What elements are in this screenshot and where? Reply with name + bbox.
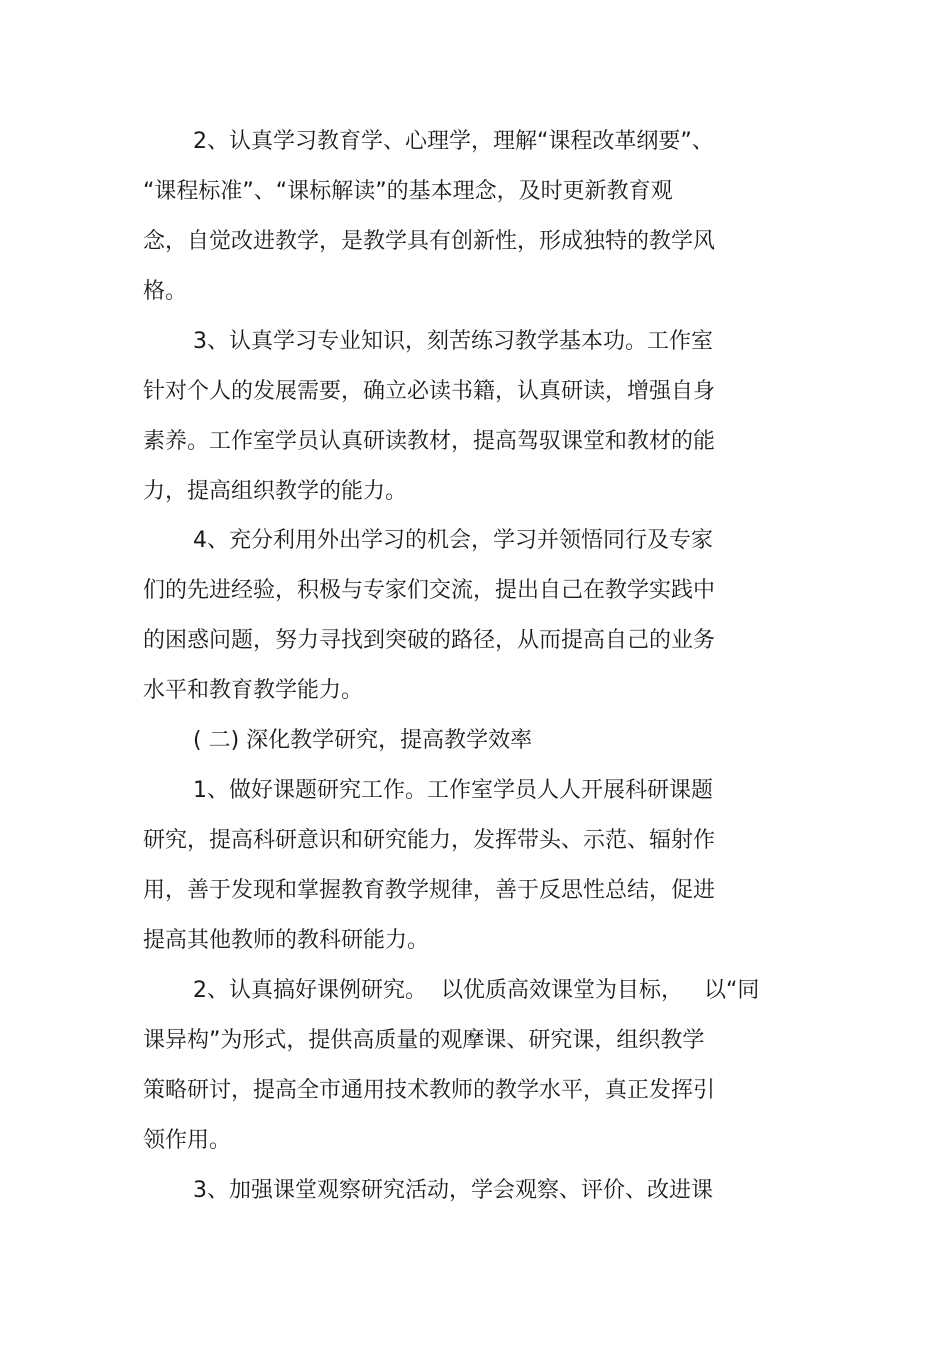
text-line: 4、充分利用外出学习的机会，学习并领悟同行及专家 — [193, 528, 713, 553]
text-line: 们的先进经验，积极与专家们交流，提出自己在教学实践中 — [143, 578, 716, 603]
text-line: 研究，提高科研意识和研究能力，发挥带头、示范、辐射作 — [143, 828, 716, 853]
text-line: 素养。工作室学员认真研读教材，提高驾驭课堂和教材的能 — [143, 429, 716, 454]
text-line: 2、认真学习教育学、心理学，理解“课程改革纲要”、 — [193, 129, 714, 154]
text-line: 力，提高组织教学的能力。 — [143, 479, 408, 504]
text-line: 2、认真搞好课例研究。 以优质高效课堂为目标， 以“同 — [193, 978, 760, 1003]
text-line: 念，自觉改进教学，是教学具有创新性，形成独特的教学风 — [143, 229, 716, 254]
text-line: 3、认真学习专业知识，刻苦练习教学基本功。工作室 — [193, 329, 713, 354]
text-line: 针对个人的发展需要，确立必读书籍，认真研读，增强自身 — [143, 379, 716, 404]
text-line: 课异构”为形式，提供高质量的观摩课、研究课，组织教学 — [143, 1028, 705, 1053]
section-heading: ( 二) 深化教学研究，提高教学效率 — [193, 728, 533, 753]
text-line: 领作用。 — [143, 1128, 232, 1153]
text-line: 的困惑问题，努力寻找到突破的路径，从而提高自己的业务 — [143, 628, 716, 653]
text-line: 策略研讨，提高全市通用技术教师的教学水平，真正发挥引 — [143, 1078, 716, 1103]
text-line: 提高其他教师的教科研能力。 — [143, 928, 430, 953]
text-line: 水平和教育教学能力。 — [143, 678, 364, 703]
text-line: 格。 — [143, 279, 188, 304]
text-line: “课程标准”、“课标解读”的基本理念，及时更新教育观 — [143, 179, 673, 204]
text-line: 1、做好课题研究工作。工作室学员人人开展科研课题 — [193, 778, 713, 803]
text-line: 用，善于发现和掌握教育教学规律，善于反思性总结，促进 — [143, 878, 716, 903]
text-line: 3、加强课堂观察研究活动，学会观察、评价、改进课 — [193, 1178, 713, 1203]
